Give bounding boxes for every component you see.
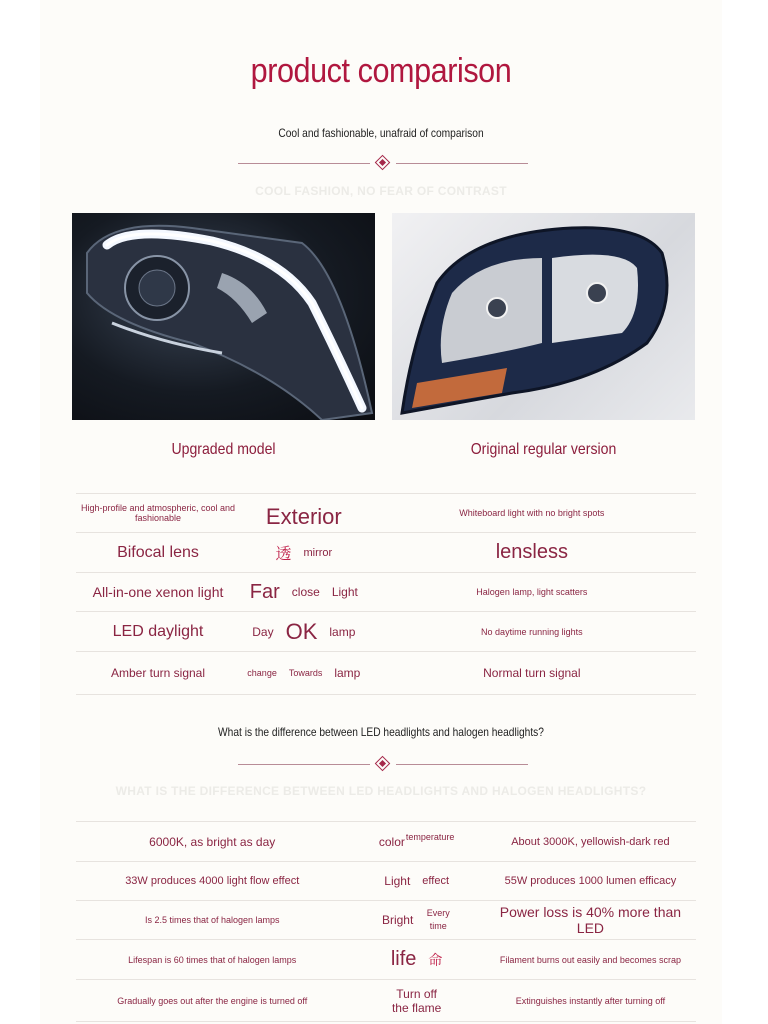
led-value: Gradually goes out after the engine is turned off	[76, 980, 348, 1022]
metric-label	[348, 822, 484, 862]
metric-label	[348, 940, 484, 980]
diamond-icon	[375, 155, 391, 171]
label-word: temperature	[405, 831, 455, 842]
label-word: close	[291, 585, 320, 599]
comparison-table-led-vs-halogen	[76, 821, 696, 1022]
regular-feature: Whiteboard light with no bright spots	[368, 494, 696, 533]
label-word: OK	[285, 618, 318, 644]
ghost-heading: COOL FASHION, NO FEAR OF CONTRAST	[255, 184, 507, 198]
label-word: effect	[422, 874, 450, 887]
section-divider	[238, 758, 528, 772]
regular-version-caption: Original regular version	[470, 441, 617, 458]
ghost-heading: WHAT IS THE DIFFERENCE BETWEEN LED HEADLIGHTS AND HALOGEN HEADLIGHTS?	[115, 784, 647, 798]
label-word: Every time	[426, 908, 450, 931]
feature-label	[240, 612, 368, 652]
page-content	[40, 0, 722, 1024]
feature-label	[240, 573, 368, 612]
label-word: Day	[252, 624, 274, 639]
halogen-value: About 3000K, yellowish-dark red	[485, 822, 696, 862]
feature-label	[240, 533, 368, 573]
halogen-value: Extinguishes instantly after turning off	[485, 980, 696, 1022]
table-row	[76, 573, 696, 612]
table-row	[76, 940, 696, 980]
table-row	[76, 862, 696, 901]
label-word: Towards	[288, 667, 323, 678]
divider-line-left	[238, 163, 370, 164]
label-word: 命	[428, 951, 443, 968]
label-word: Bright	[381, 913, 414, 927]
label-word: Light	[384, 873, 411, 888]
label-word: Turn off the flame	[391, 986, 442, 1015]
label-word: change	[247, 667, 277, 678]
table-row	[76, 612, 696, 652]
upgraded-model-caption: Upgraded model	[171, 441, 276, 458]
page-title: product comparison	[250, 52, 512, 90]
upgraded-feature: Amber turn signal	[76, 652, 240, 695]
regular-headlight-image	[392, 213, 695, 420]
metric-label	[348, 862, 484, 901]
label-word: mirror	[303, 546, 333, 559]
section-divider	[238, 157, 528, 171]
label-word: Light	[331, 585, 358, 599]
table-row	[76, 533, 696, 573]
table-row	[76, 822, 696, 862]
table-row	[76, 494, 696, 533]
regular-feature: Normal turn signal	[368, 652, 696, 695]
label-word: Far	[249, 580, 280, 603]
feature-label	[240, 652, 368, 695]
label-word: lamp	[329, 624, 356, 639]
section-2-subtitle: What is the difference between LED headlights and halogen headlights?	[218, 725, 544, 739]
halogen-value: 55W produces 1000 lumen efficacy	[485, 862, 696, 901]
upgraded-feature: All-in-one xenon light	[76, 573, 240, 612]
diamond-icon	[375, 756, 391, 772]
table-row	[76, 980, 696, 1022]
metric-label	[348, 901, 484, 940]
table-row	[76, 652, 696, 695]
divider-line-right	[396, 163, 528, 164]
label-word: 透	[275, 546, 292, 563]
led-value: 6000K, as bright as day	[76, 822, 348, 862]
led-value: 33W produces 4000 light flow effect	[76, 862, 348, 901]
led-value: Is 2.5 times that of halogen lamps	[76, 901, 348, 940]
upgraded-feature: LED daylight	[76, 612, 240, 652]
table-row	[76, 901, 696, 940]
led-value: Lifespan is 60 times that of halogen lamps	[76, 940, 348, 980]
label-word: color	[378, 834, 405, 849]
comparison-table-features	[76, 493, 696, 695]
metric-label	[348, 980, 484, 1022]
divider-line-right	[396, 764, 528, 765]
divider-line-left	[238, 764, 370, 765]
upgraded-feature: Bifocal lens	[76, 533, 240, 573]
upgraded-headlight-image	[72, 213, 375, 420]
feature-label	[240, 494, 368, 533]
page-subtitle: Cool and fashionable, unafraid of comparison	[278, 126, 484, 140]
halogen-value: Power loss is 40% more than LED	[485, 901, 696, 940]
halogen-value: Filament burns out easily and becomes scrap	[485, 940, 696, 980]
regular-feature: lensless	[368, 533, 696, 573]
regular-feature: Halogen lamp, light scatters	[368, 573, 696, 612]
label-word: life	[390, 948, 417, 970]
upgraded-feature: High-profile and atmospheric, cool and fashionable	[76, 494, 240, 533]
label-word: Exterior	[265, 504, 342, 529]
label-word: lamp	[334, 665, 361, 680]
regular-feature: No daytime running lights	[368, 612, 696, 652]
